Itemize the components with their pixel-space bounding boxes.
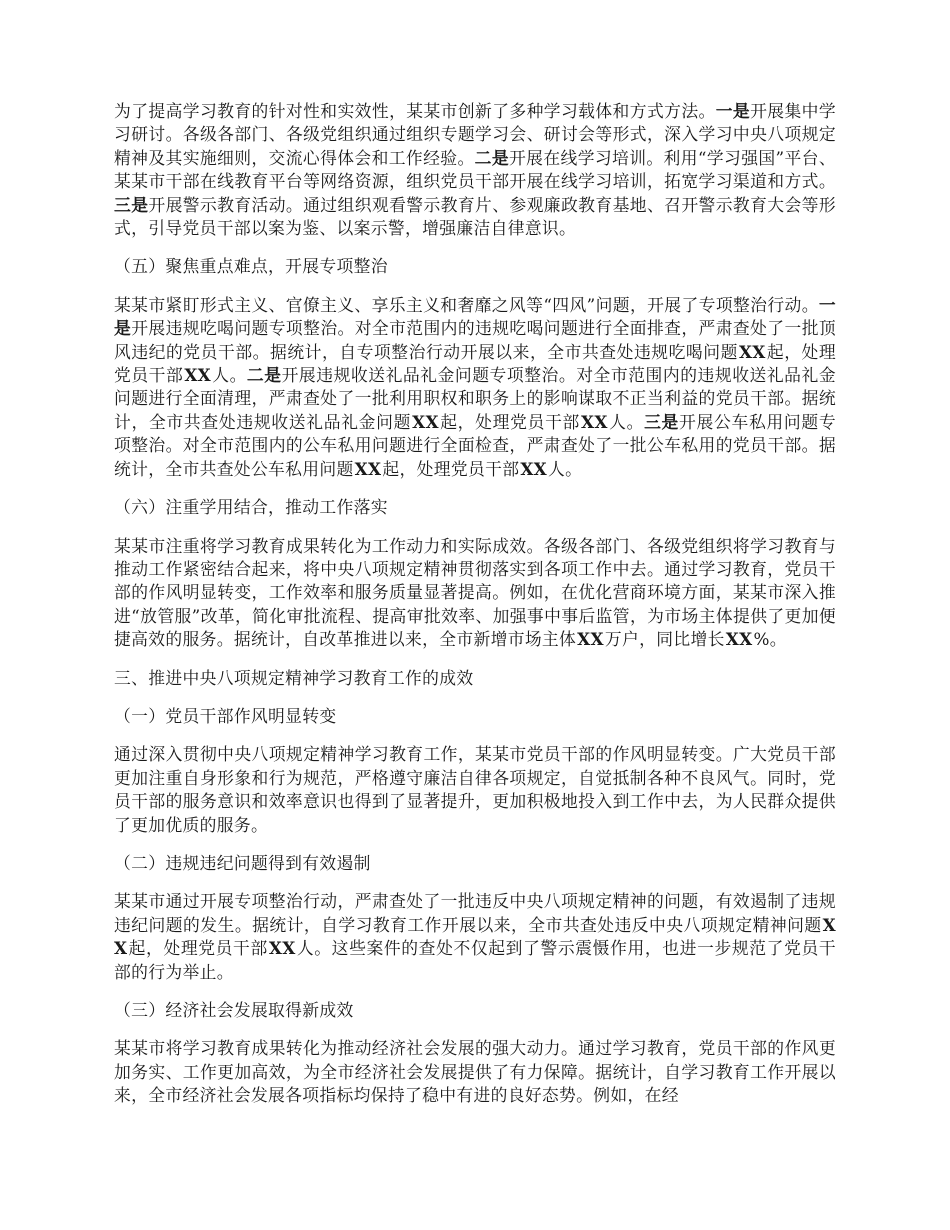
bold-run-first: 一是 <box>114 294 836 339</box>
placeholder-count: XX <box>354 458 382 479</box>
placeholder-count: XX <box>114 914 836 959</box>
heading-three-one: （一）党员干部作风明显转变 <box>114 705 337 726</box>
heading-section-six: （六）注重学用结合，推动工作落实 <box>114 497 388 518</box>
heading-three-three: （三）经济社会发展取得新成效 <box>114 1000 354 1020</box>
placeholder-count: XX <box>738 341 766 362</box>
document-body <box>114 100 836 1108</box>
placeholder-count: XX <box>577 629 604 650</box>
placeholder-count: XX <box>412 411 439 432</box>
paragraph-work-style: 通过深入贯彻中央八项规定精神学习教育工作，某某市党员干部的作风明显转变。广大党员干部更加注重自身形象和行为规范，严格遵守廉洁自律各项规定，自觉抵制各种不良风气。同时，党员干部的服务意识和效率意识也得到了显著提升，更加积极地投入到工作中去，为人民群众提供了更加优质的服务。 <box>114 744 836 835</box>
bold-run-first: 一是 <box>715 101 751 121</box>
paragraph-violations-curbed: 某某市通过开展专项整治行动，严肃查处了一批违反中央八项规定精神的问题，有效遏制了违规违纪问题的发生。据统计，自学习教育工作开展以来，全市共查处违反中央八项规定精神问题XX起，处理党员干部XX人。这些案件的查处不仅起到了警示震慑作用，也进一步规范了党员干部的行为举止。 <box>114 891 836 982</box>
heading-three-two: （二）违规违纪问题得到有效遏制 <box>114 852 371 873</box>
placeholder-count: XX <box>520 458 548 479</box>
paragraph-learning-carriers: 为了提高学习教育的针对性和实效性，某某市创新了多种学习载体和方式方法。一是开展集中学习研讨。各级各部门、各级党组织通过组织专题学习会、研讨会等形式，深入学习中央八项规定精神及其实施细则，交流心得体会和工作经验。二是开展在线学习培训。利用“学习强国”平台、某某市干部在线教育平台等网络资源，组织党员干部开展在线学习培训，拓宽学习渠道和方式。三是开展警示教育活动。通过组织观看警示教育片、参观廉政教育基地、召开警示教育大会等形式，引导党员干部以案为鉴、以案示警，增强廉洁自律意识。 <box>114 101 836 239</box>
bold-run-second: 二是 <box>474 147 509 168</box>
placeholder-count: XX <box>725 629 753 650</box>
paragraph-special-rectification: 某某市紧盯形式主义、官僚主义、享乐主义和奢靡之风等“四风”问题，开展了专项整治行动。一是开展违规吃喝问题专项整治。对全市范围内的违规吃喝问题进行全面排查，严肃查处了一批顶风违纪的党员干部。据统计，自专项整治行动开展以来，全市共查处违规吃喝问题XX起，处理党员干部XX人。二是开展违规收送礼品礼金问题专项整治。对全市范围内的违规收送礼品礼金问题进行全面清理，严肃查处了一批利用职权和职务上的影响谋取不正当利益的党员干部。据统计，全市共查处违规收送礼品礼金问题XX起，处理党员干部XX人。三是开展公车私用问题专项整治。对全市范围内的公车私用问题进行全面检查，严肃查处了一批公车私用的党员干部。据统计，全市共查处公车私用问题XX起，处理党员干部XX人。 <box>114 294 837 479</box>
placeholder-count: XX <box>268 938 296 959</box>
heading-section-five: （五）聚焦重点难点，开展专项整治 <box>114 256 388 277</box>
bold-run-second: 二是 <box>246 365 282 386</box>
bold-run-third: 三是 <box>114 194 149 215</box>
placeholder-count: XX <box>581 411 608 432</box>
paragraph-apply-learning: 某某市注重将学习教育成果转化为工作动力和实际成效。各级各部门、各级党组织将学习教育与推动工作紧密结合起来，将中央八项规定精神贯彻落实到各项工作中去。通过学习教育，党员干部的作风明显转变，工作效率和服务质量显著提高。例如，在优化营商环境方面，某某市深入推进“放管服”改革，简化审批流程、提高审批效率、加强事中事后监管，为市场主体提供了更加便捷高效的服务。据统计，自改革推进以来，全市新增市场主体XX万户，同比增长XX%。 <box>114 535 836 650</box>
paragraph-economic-results: 某某市将学习教育成果转化为推动经济社会发展的强大动力。通过学习教育，党员干部的作风更加务实、工作更加高效，为全市经济社会发展提供了有力保障。据统计，自学习教育工作开展以来，全市经济社会发展各项指标均保持了稳中有进的良好态势。例如，在经 <box>114 1038 836 1106</box>
heading-section-three: 三、推进中央八项规定精神学习教育工作的成效 <box>114 667 474 688</box>
placeholder-count: XX <box>184 365 212 386</box>
bold-run-third: 三是 <box>644 411 680 432</box>
